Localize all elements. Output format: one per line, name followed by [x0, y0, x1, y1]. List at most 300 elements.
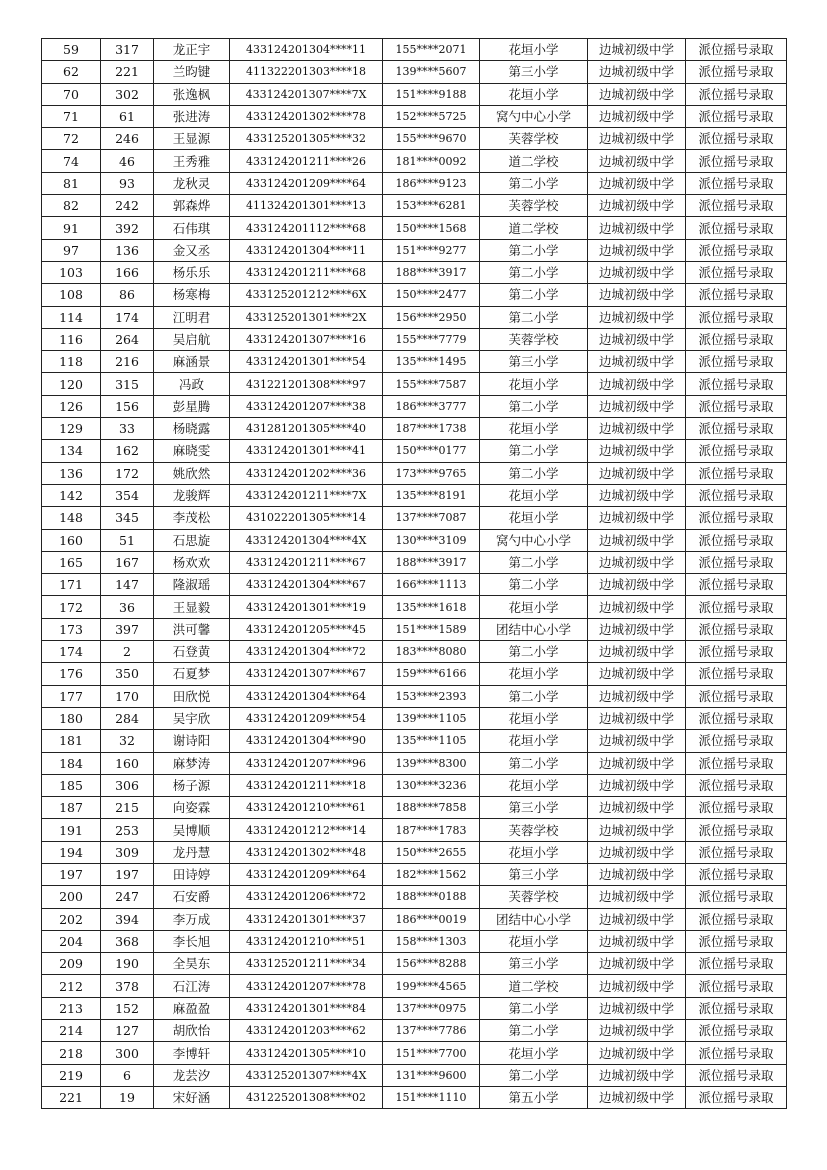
phone-cell: 183****8080: [383, 641, 480, 663]
table-row: [42, 395, 787, 417]
middle-school-cell: 边城初级中学: [588, 195, 686, 217]
name-cell: 吴启航: [154, 328, 230, 350]
phone-cell: 150****0177: [383, 440, 480, 462]
phone-cell: 139****8300: [383, 752, 480, 774]
id-number-cell: 433125201212****6X: [230, 284, 383, 306]
seq-cell: 70: [42, 83, 101, 105]
admission-type-cell: 派位摇号录取: [686, 1042, 787, 1064]
lottery-number-cell: 306: [101, 774, 154, 796]
middle-school-cell: 边城初级中学: [588, 328, 686, 350]
middle-school-cell: 边城初级中学: [588, 351, 686, 373]
seq-cell: 185: [42, 774, 101, 796]
primary-school-cell: 第五小学: [480, 1086, 588, 1108]
name-cell: 全昊东: [154, 953, 230, 975]
seq-cell: 74: [42, 150, 101, 172]
middle-school-cell: 边城初级中学: [588, 930, 686, 952]
table-row: [42, 730, 787, 752]
admission-type-cell: 派位摇号录取: [686, 930, 787, 952]
phone-cell: 173****9765: [383, 462, 480, 484]
admission-type-cell: 派位摇号录取: [686, 39, 787, 61]
seq-cell: 72: [42, 128, 101, 150]
name-cell: 麻涵景: [154, 351, 230, 373]
admission-type-cell: 派位摇号录取: [686, 105, 787, 127]
name-cell: 石伟琪: [154, 217, 230, 239]
seq-cell: 165: [42, 551, 101, 573]
phone-cell: 135****1105: [383, 730, 480, 752]
phone-cell: 155****7587: [383, 373, 480, 395]
primary-school-cell: 第二小学: [480, 1064, 588, 1086]
name-cell: 石思旋: [154, 529, 230, 551]
admission-type-cell: 派位摇号录取: [686, 373, 787, 395]
middle-school-cell: 边城初级中学: [588, 507, 686, 529]
primary-school-cell: 道二学校: [480, 217, 588, 239]
id-number-cell: 433125201305****32: [230, 128, 383, 150]
primary-school-cell: 第二小学: [480, 261, 588, 283]
seq-cell: 136: [42, 462, 101, 484]
table-row: [42, 328, 787, 350]
id-number-cell: 433124201305****10: [230, 1042, 383, 1064]
admission-type-cell: 派位摇号录取: [686, 997, 787, 1019]
seq-cell: 82: [42, 195, 101, 217]
table-row: [42, 551, 787, 573]
lottery-number-cell: 170: [101, 685, 154, 707]
middle-school-cell: 边城初级中学: [588, 61, 686, 83]
middle-school-cell: 边城初级中学: [588, 685, 686, 707]
table-row: [42, 797, 787, 819]
name-cell: 龙秋灵: [154, 172, 230, 194]
middle-school-cell: 边城初级中学: [588, 618, 686, 640]
primary-school-cell: 花垣小学: [480, 774, 588, 796]
table-row: [42, 863, 787, 885]
id-number-cell: 433124201211****18: [230, 774, 383, 796]
admission-type-cell: 派位摇号录取: [686, 574, 787, 596]
name-cell: 李长旭: [154, 930, 230, 952]
name-cell: 石登黄: [154, 641, 230, 663]
name-cell: 杨欢欢: [154, 551, 230, 573]
seq-cell: 59: [42, 39, 101, 61]
middle-school-cell: 边城初级中学: [588, 1042, 686, 1064]
primary-school-cell: 第二小学: [480, 462, 588, 484]
table-row: [42, 774, 787, 796]
phone-cell: 153****2393: [383, 685, 480, 707]
phone-cell: 139****1105: [383, 707, 480, 729]
seq-cell: 129: [42, 418, 101, 440]
name-cell: 江明君: [154, 306, 230, 328]
seq-cell: 174: [42, 641, 101, 663]
primary-school-cell: 第二小学: [480, 574, 588, 596]
primary-school-cell: 道二学校: [480, 150, 588, 172]
middle-school-cell: 边城初级中学: [588, 1020, 686, 1042]
name-cell: 杨乐乐: [154, 261, 230, 283]
name-cell: 李万成: [154, 908, 230, 930]
primary-school-cell: 第三小学: [480, 953, 588, 975]
lottery-number-cell: 345: [101, 507, 154, 529]
name-cell: 向姿霖: [154, 797, 230, 819]
primary-school-cell: 第二小学: [480, 306, 588, 328]
lottery-number-cell: 166: [101, 261, 154, 283]
lottery-number-cell: 46: [101, 150, 154, 172]
table-row: [42, 172, 787, 194]
primary-school-cell: 花垣小学: [480, 83, 588, 105]
admission-type-cell: 派位摇号录取: [686, 261, 787, 283]
lottery-number-cell: 397: [101, 618, 154, 640]
primary-school-cell: 芙蓉学校: [480, 128, 588, 150]
id-number-cell: 433124201301****41: [230, 440, 383, 462]
seq-cell: 142: [42, 484, 101, 506]
table-row: [42, 83, 787, 105]
middle-school-cell: 边城初级中学: [588, 641, 686, 663]
id-number-cell: 433124201211****7X: [230, 484, 383, 506]
admission-type-cell: 派位摇号录取: [686, 440, 787, 462]
id-number-cell: 433124201307****7X: [230, 83, 383, 105]
table-row: [42, 641, 787, 663]
table-row: [42, 685, 787, 707]
phone-cell: 155****9670: [383, 128, 480, 150]
phone-cell: 151****9188: [383, 83, 480, 105]
seq-cell: 204: [42, 930, 101, 952]
lottery-number-cell: 93: [101, 172, 154, 194]
admission-type-cell: 派位摇号录取: [686, 707, 787, 729]
lottery-number-cell: 315: [101, 373, 154, 395]
admission-type-cell: 派位摇号录取: [686, 306, 787, 328]
lottery-number-cell: 392: [101, 217, 154, 239]
phone-cell: 186****9123: [383, 172, 480, 194]
admission-type-cell: 派位摇号录取: [686, 953, 787, 975]
seq-cell: 103: [42, 261, 101, 283]
lottery-number-cell: 160: [101, 752, 154, 774]
admission-type-cell: 派位摇号录取: [686, 83, 787, 105]
name-cell: 宋好涵: [154, 1086, 230, 1108]
id-number-cell: 433124201302****78: [230, 105, 383, 127]
admission-type-cell: 派位摇号录取: [686, 1064, 787, 1086]
phone-cell: 151****7700: [383, 1042, 480, 1064]
admission-type-cell: 派位摇号录取: [686, 351, 787, 373]
seq-cell: 116: [42, 328, 101, 350]
lottery-number-cell: 2: [101, 641, 154, 663]
id-number-cell: 433124201304****11: [230, 39, 383, 61]
admission-type-cell: 派位摇号录取: [686, 395, 787, 417]
table-row: [42, 39, 787, 61]
seq-cell: 97: [42, 239, 101, 261]
primary-school-cell: 花垣小学: [480, 596, 588, 618]
primary-school-cell: 第二小学: [480, 752, 588, 774]
table-row: [42, 351, 787, 373]
name-cell: 龙芸汐: [154, 1064, 230, 1086]
seq-cell: 187: [42, 797, 101, 819]
lottery-number-cell: 32: [101, 730, 154, 752]
phone-cell: 187****1783: [383, 819, 480, 841]
id-number-cell: 433124201212****14: [230, 819, 383, 841]
table-body: [42, 39, 787, 1109]
name-cell: 杨寒梅: [154, 284, 230, 306]
primary-school-cell: 花垣小学: [480, 39, 588, 61]
seq-cell: 108: [42, 284, 101, 306]
middle-school-cell: 边城初级中学: [588, 306, 686, 328]
table-row: [42, 306, 787, 328]
seq-cell: 177: [42, 685, 101, 707]
phone-cell: 186****3777: [383, 395, 480, 417]
admission-type-cell: 派位摇号录取: [686, 596, 787, 618]
middle-school-cell: 边城初级中学: [588, 440, 686, 462]
name-cell: 龙骏辉: [154, 484, 230, 506]
middle-school-cell: 边城初级中学: [588, 774, 686, 796]
name-cell: 谢诗阳: [154, 730, 230, 752]
id-number-cell: 433124201205****45: [230, 618, 383, 640]
primary-school-cell: 第三小学: [480, 863, 588, 885]
primary-school-cell: 花垣小学: [480, 707, 588, 729]
middle-school-cell: 边城初级中学: [588, 39, 686, 61]
primary-school-cell: 第二小学: [480, 239, 588, 261]
id-number-cell: 433124201301****37: [230, 908, 383, 930]
middle-school-cell: 边城初级中学: [588, 1086, 686, 1108]
table-row: [42, 574, 787, 596]
name-cell: 王秀雅: [154, 150, 230, 172]
middle-school-cell: 边城初级中学: [588, 261, 686, 283]
primary-school-cell: 花垣小学: [480, 418, 588, 440]
seq-cell: 221: [42, 1086, 101, 1108]
primary-school-cell: 团结中心小学: [480, 908, 588, 930]
table-row: [42, 462, 787, 484]
middle-school-cell: 边城初级中学: [588, 551, 686, 573]
id-number-cell: 433124201304****90: [230, 730, 383, 752]
table-row: [42, 195, 787, 217]
seq-cell: 219: [42, 1064, 101, 1086]
name-cell: 田诗婷: [154, 863, 230, 885]
middle-school-cell: 边城初级中学: [588, 529, 686, 551]
middle-school-cell: 边城初级中学: [588, 863, 686, 885]
name-cell: 石夏梦: [154, 663, 230, 685]
id-number-cell: 433124201210****51: [230, 930, 383, 952]
phone-cell: 156****2950: [383, 306, 480, 328]
primary-school-cell: 窝勺中心小学: [480, 529, 588, 551]
admission-type-cell: 派位摇号录取: [686, 886, 787, 908]
admission-type-cell: 派位摇号录取: [686, 1086, 787, 1108]
name-cell: 彭星腾: [154, 395, 230, 417]
middle-school-cell: 边城初级中学: [588, 596, 686, 618]
table-row: [42, 707, 787, 729]
table-row: [42, 596, 787, 618]
id-number-cell: 433124201304****4X: [230, 529, 383, 551]
primary-school-cell: 窝勺中心小学: [480, 105, 588, 127]
phone-cell: 135****8191: [383, 484, 480, 506]
id-number-cell: 433124201207****38: [230, 395, 383, 417]
phone-cell: 151****9277: [383, 239, 480, 261]
admission-type-cell: 派位摇号录取: [686, 418, 787, 440]
id-number-cell: 433124201202****36: [230, 462, 383, 484]
table-row: [42, 284, 787, 306]
seq-cell: 148: [42, 507, 101, 529]
table-row: [42, 975, 787, 997]
table-row: [42, 663, 787, 685]
lottery-number-cell: 19: [101, 1086, 154, 1108]
seq-cell: 212: [42, 975, 101, 997]
id-number-cell: 433124201209****64: [230, 863, 383, 885]
primary-school-cell: 花垣小学: [480, 1042, 588, 1064]
table-row: [42, 618, 787, 640]
lottery-number-cell: 302: [101, 83, 154, 105]
table-row: [42, 1064, 787, 1086]
table-row: [42, 507, 787, 529]
table-row: [42, 484, 787, 506]
id-number-cell: 433124201209****54: [230, 707, 383, 729]
admission-type-cell: 派位摇号录取: [686, 239, 787, 261]
table-row: [42, 261, 787, 283]
middle-school-cell: 边城初级中学: [588, 239, 686, 261]
id-number-cell: 433124201307****67: [230, 663, 383, 685]
lottery-number-cell: 162: [101, 440, 154, 462]
name-cell: 王显源: [154, 128, 230, 150]
admission-type-cell: 派位摇号录取: [686, 507, 787, 529]
id-number-cell: 433124201301****19: [230, 596, 383, 618]
phone-cell: 181****0092: [383, 150, 480, 172]
table-row: [42, 1086, 787, 1108]
lottery-number-cell: 317: [101, 39, 154, 61]
lottery-number-cell: 354: [101, 484, 154, 506]
table-row: [42, 373, 787, 395]
phone-cell: 131****9600: [383, 1064, 480, 1086]
id-number-cell: 433124201210****61: [230, 797, 383, 819]
seq-cell: 62: [42, 61, 101, 83]
name-cell: 张进涛: [154, 105, 230, 127]
id-number-cell: 433124201209****64: [230, 172, 383, 194]
admission-type-cell: 派位摇号录取: [686, 730, 787, 752]
seq-cell: 171: [42, 574, 101, 596]
table-row: [42, 1042, 787, 1064]
primary-school-cell: 第三小学: [480, 351, 588, 373]
middle-school-cell: 边城初级中学: [588, 484, 686, 506]
name-cell: 隆淑瑶: [154, 574, 230, 596]
lottery-number-cell: 152: [101, 997, 154, 1019]
primary-school-cell: 第三小学: [480, 61, 588, 83]
lottery-number-cell: 242: [101, 195, 154, 217]
id-number-cell: 431221201308****97: [230, 373, 383, 395]
admission-type-cell: 派位摇号录取: [686, 551, 787, 573]
middle-school-cell: 边城初级中学: [588, 997, 686, 1019]
seq-cell: 134: [42, 440, 101, 462]
admission-list-page: [41, 38, 787, 1109]
table-row: [42, 819, 787, 841]
lottery-number-cell: 253: [101, 819, 154, 841]
admission-type-cell: 派位摇号录取: [686, 128, 787, 150]
name-cell: 石江涛: [154, 975, 230, 997]
primary-school-cell: 第二小学: [480, 685, 588, 707]
admission-type-cell: 派位摇号录取: [686, 797, 787, 819]
phone-cell: 150****2477: [383, 284, 480, 306]
table-row: [42, 752, 787, 774]
admission-type-cell: 派位摇号录取: [686, 284, 787, 306]
primary-school-cell: 花垣小学: [480, 841, 588, 863]
admission-type-cell: 派位摇号录取: [686, 819, 787, 841]
id-number-cell: 433124201304****72: [230, 641, 383, 663]
name-cell: 杨子源: [154, 774, 230, 796]
primary-school-cell: 花垣小学: [480, 730, 588, 752]
phone-cell: 152****5725: [383, 105, 480, 127]
admission-type-cell: 派位摇号录取: [686, 774, 787, 796]
phone-cell: 182****1562: [383, 863, 480, 885]
id-number-cell: 431022201305****14: [230, 507, 383, 529]
seq-cell: 180: [42, 707, 101, 729]
primary-school-cell: 花垣小学: [480, 663, 588, 685]
lottery-number-cell: 136: [101, 239, 154, 261]
table-row: [42, 930, 787, 952]
seq-cell: 120: [42, 373, 101, 395]
middle-school-cell: 边城初级中学: [588, 752, 686, 774]
phone-cell: 137****7786: [383, 1020, 480, 1042]
id-number-cell: 433124201304****67: [230, 574, 383, 596]
lottery-number-cell: 6: [101, 1064, 154, 1086]
name-cell: 王显毅: [154, 596, 230, 618]
admission-type-cell: 派位摇号录取: [686, 61, 787, 83]
seq-cell: 91: [42, 217, 101, 239]
admission-type-cell: 派位摇号录取: [686, 663, 787, 685]
lottery-number-cell: 350: [101, 663, 154, 685]
admission-type-cell: 派位摇号录取: [686, 908, 787, 930]
middle-school-cell: 边城初级中学: [588, 150, 686, 172]
name-cell: 冯政: [154, 373, 230, 395]
admission-type-cell: 派位摇号录取: [686, 863, 787, 885]
primary-school-cell: 第二小学: [480, 1020, 588, 1042]
phone-cell: 166****1113: [383, 574, 480, 596]
primary-school-cell: 第二小学: [480, 284, 588, 306]
admission-type-cell: 派位摇号录取: [686, 618, 787, 640]
name-cell: 石安爵: [154, 886, 230, 908]
name-cell: 龙正宇: [154, 39, 230, 61]
lottery-number-cell: 61: [101, 105, 154, 127]
phone-cell: 186****0019: [383, 908, 480, 930]
seq-cell: 126: [42, 395, 101, 417]
primary-school-cell: 第二小学: [480, 172, 588, 194]
table-row: [42, 529, 787, 551]
id-number-cell: 433124201302****48: [230, 841, 383, 863]
table-row: [42, 886, 787, 908]
phone-cell: 153****6281: [383, 195, 480, 217]
middle-school-cell: 边城初级中学: [588, 217, 686, 239]
id-number-cell: 433124201112****68: [230, 217, 383, 239]
primary-school-cell: 花垣小学: [480, 484, 588, 506]
table-row: [42, 953, 787, 975]
primary-school-cell: 芙蓉学校: [480, 328, 588, 350]
admission-type-cell: 派位摇号录取: [686, 328, 787, 350]
seq-cell: 181: [42, 730, 101, 752]
table-row: [42, 1020, 787, 1042]
primary-school-cell: 第二小学: [480, 440, 588, 462]
middle-school-cell: 边城初级中学: [588, 395, 686, 417]
seq-cell: 173: [42, 618, 101, 640]
seq-cell: 218: [42, 1042, 101, 1064]
name-cell: 郭森烨: [154, 195, 230, 217]
middle-school-cell: 边城初级中学: [588, 172, 686, 194]
table-row: [42, 418, 787, 440]
table-row: [42, 217, 787, 239]
middle-school-cell: 边城初级中学: [588, 574, 686, 596]
primary-school-cell: 团结中心小学: [480, 618, 588, 640]
primary-school-cell: 芙蓉学校: [480, 886, 588, 908]
lottery-number-cell: 378: [101, 975, 154, 997]
table-row: [42, 997, 787, 1019]
name-cell: 李博轩: [154, 1042, 230, 1064]
lottery-number-cell: 156: [101, 395, 154, 417]
lottery-number-cell: 309: [101, 841, 154, 863]
admission-type-cell: 派位摇号录取: [686, 841, 787, 863]
seq-cell: 118: [42, 351, 101, 373]
id-number-cell: 411322201303****18: [230, 61, 383, 83]
middle-school-cell: 边城初级中学: [588, 908, 686, 930]
name-cell: 龙丹慧: [154, 841, 230, 863]
seq-cell: 213: [42, 997, 101, 1019]
seq-cell: 202: [42, 908, 101, 930]
seq-cell: 160: [42, 529, 101, 551]
middle-school-cell: 边城初级中学: [588, 128, 686, 150]
